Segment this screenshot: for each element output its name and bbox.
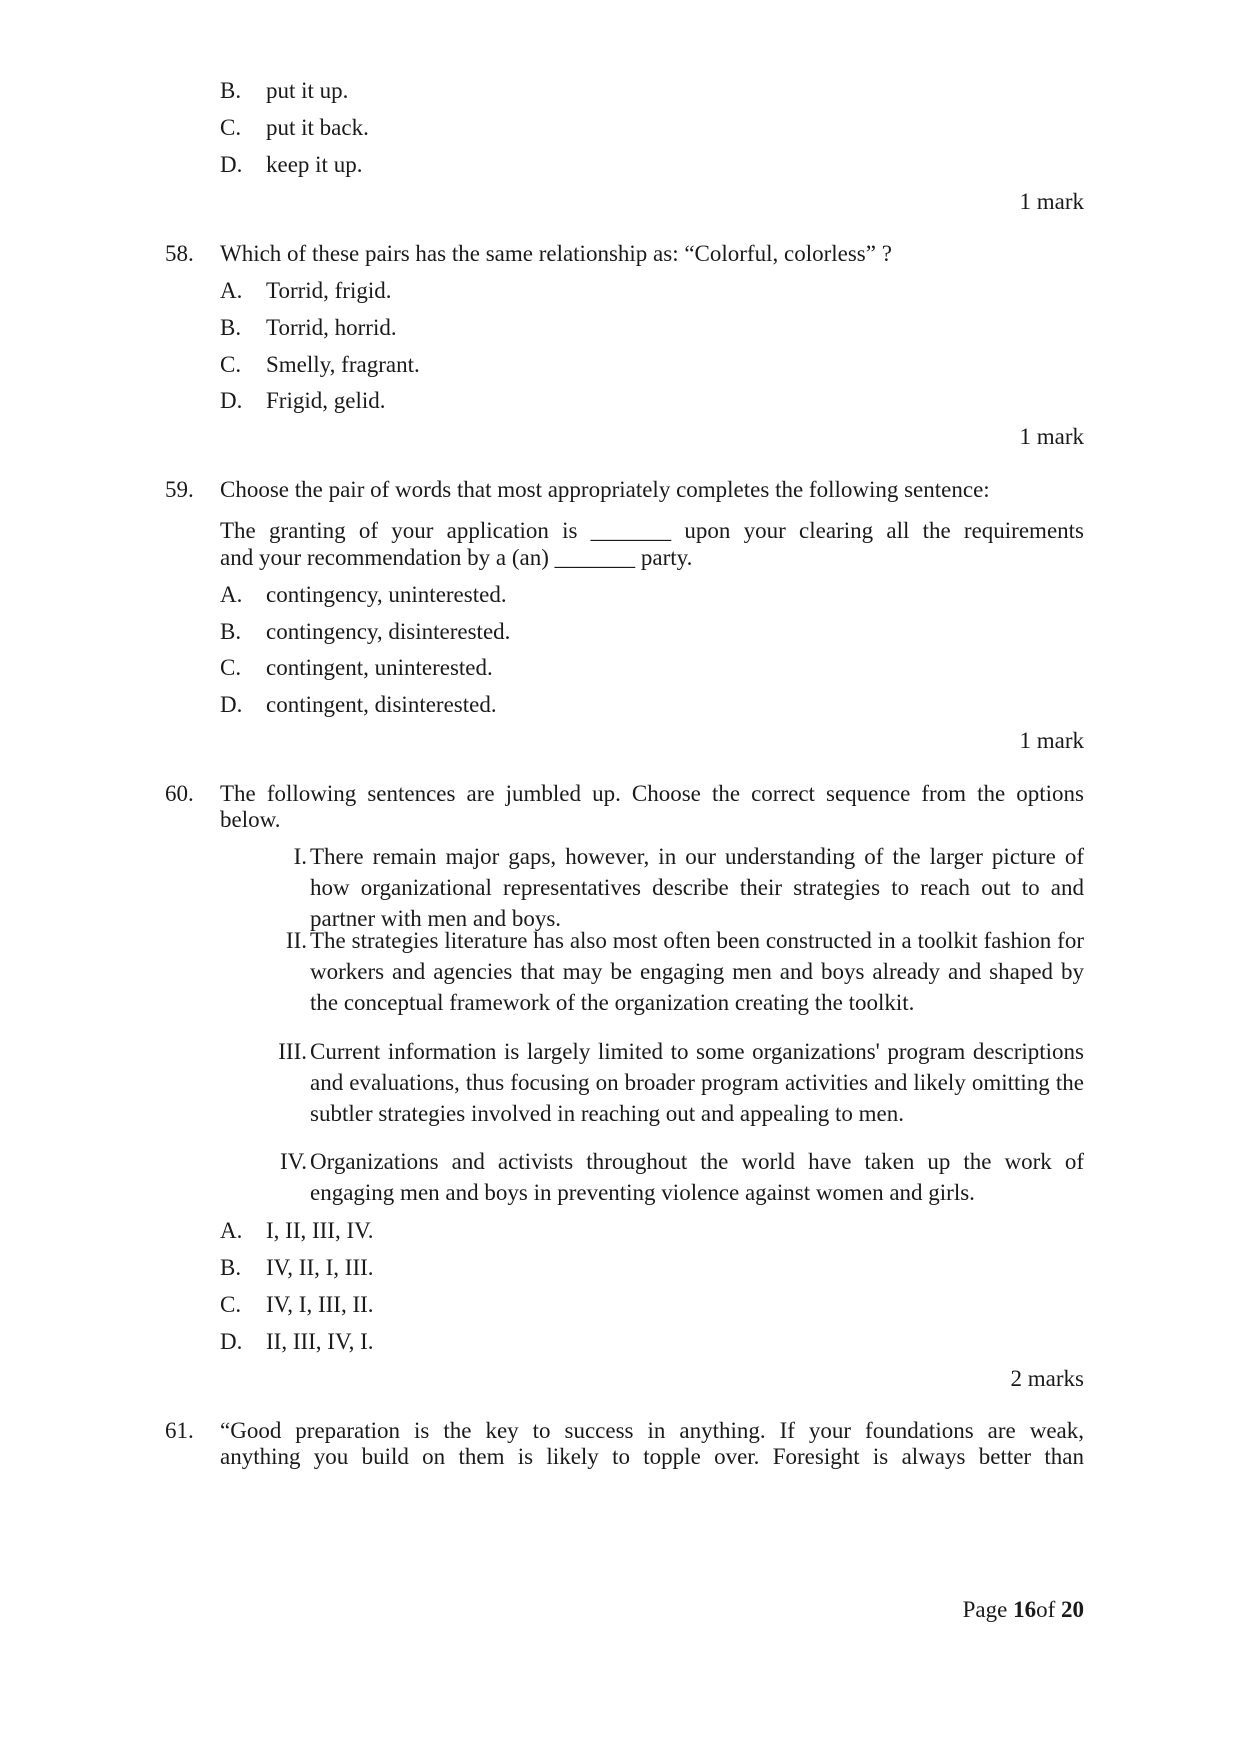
page-footer (963, 1595, 1084, 1625)
q61-number: 61. (165, 1418, 194, 1443)
q58-mark: 1 mark (1019, 424, 1084, 449)
q58-option-c: C. Smelly, fragrant. (220, 352, 420, 377)
q59-option-b: B. contingency, disinterested. (220, 619, 511, 644)
q60-sentence-2: The strategies literature has also most often been constructed in a toolkit fashion for workers and agencies that may be engaging men and boys already and shaped by the conceptual framework of the organization creating the toolkit. (310, 928, 1084, 1015)
q60-mark: 2 marks (1010, 1366, 1084, 1391)
q58-number: 58. (165, 241, 194, 266)
q59-option-a: A. contingency, uninterested. (220, 582, 507, 607)
page-label: Page (962, 1597, 1008, 1622)
q58-text: Which of these pairs has the same relationship as: “Colorful, colorless” ? (220, 241, 892, 266)
q57-mark: 1 mark (1019, 189, 1084, 214)
q60-sentence-numeral-3: III. (278, 1039, 307, 1064)
q57-option-b: B. put it up. (220, 78, 349, 103)
q58-option-b: B. Torrid, horrid. (220, 315, 397, 340)
q59-sentence-line-2: and your recommendation by a (an) _______ party. (220, 545, 693, 570)
q60-option-a: A. I, II, III, IV. (220, 1218, 374, 1243)
q59-sentence-line-1: The granting of your application is _______ upon your clearing all the requirements (220, 518, 1084, 543)
q60-option-d: D. II, III, IV, I. (220, 1329, 374, 1354)
q60-option-c: C. IV, I, III, II. (220, 1292, 374, 1317)
q60-sentence-numeral-2: II. (285, 928, 307, 953)
q60-sentence-numeral-1: I. (293, 844, 307, 869)
q60-sentence-4: Organizations and activists throughout the world have taken up the work of engaging men and boys in preventing violence against women and girls. (310, 1149, 1084, 1205)
q57-option-c: C. put it back. (220, 115, 369, 140)
q60-number: 60. (165, 781, 194, 806)
q59-option-c: C. contingent, uninterested. (220, 655, 493, 680)
q60-text-line-1: The following sentences are jumbled up. Choose the correct sequence from the options (220, 781, 1084, 806)
q58-option-a: A. Torrid, frigid. (220, 278, 392, 303)
q57-option-d: D. keep it up. (220, 152, 363, 177)
q60-sentence-numeral-4: IV. (279, 1149, 307, 1174)
q60-option-b: B. IV, II, I, III. (220, 1255, 374, 1280)
q60-text-line-2: below. (220, 807, 281, 832)
q60-sentence-1: There remain major gaps, however, in our understanding of the larger picture of how organizational representatives describe their strategies to reach out to and partner with men and boys. (310, 844, 1084, 931)
page-current: 16 (1013, 1597, 1037, 1622)
page-of: of (1036, 1597, 1056, 1622)
q58-option-d: D. Frigid, gelid. (220, 388, 386, 413)
q59-text: Choose the pair of words that most appropriately completes the following sentence: (220, 477, 990, 502)
q59-number: 59. (165, 477, 194, 502)
q60-sentence-3: Current information is largely limited to some organizations' program descriptions and evaluations, thus focusing on broader program activities and likely omitting the subtler strategies involved in reaching out and appealing to men. (310, 1039, 1084, 1126)
q61-line-2: anything you build on them is likely to topple over. Foresight is always better than (220, 1444, 1084, 1469)
q59-option-d: D. contingent, disinterested. (220, 692, 497, 717)
page-total: 20 (1061, 1597, 1084, 1622)
q59-mark: 1 mark (1019, 728, 1084, 753)
q61-line-1: “Good preparation is the key to success in anything. If your foundations are weak, (220, 1418, 1084, 1443)
